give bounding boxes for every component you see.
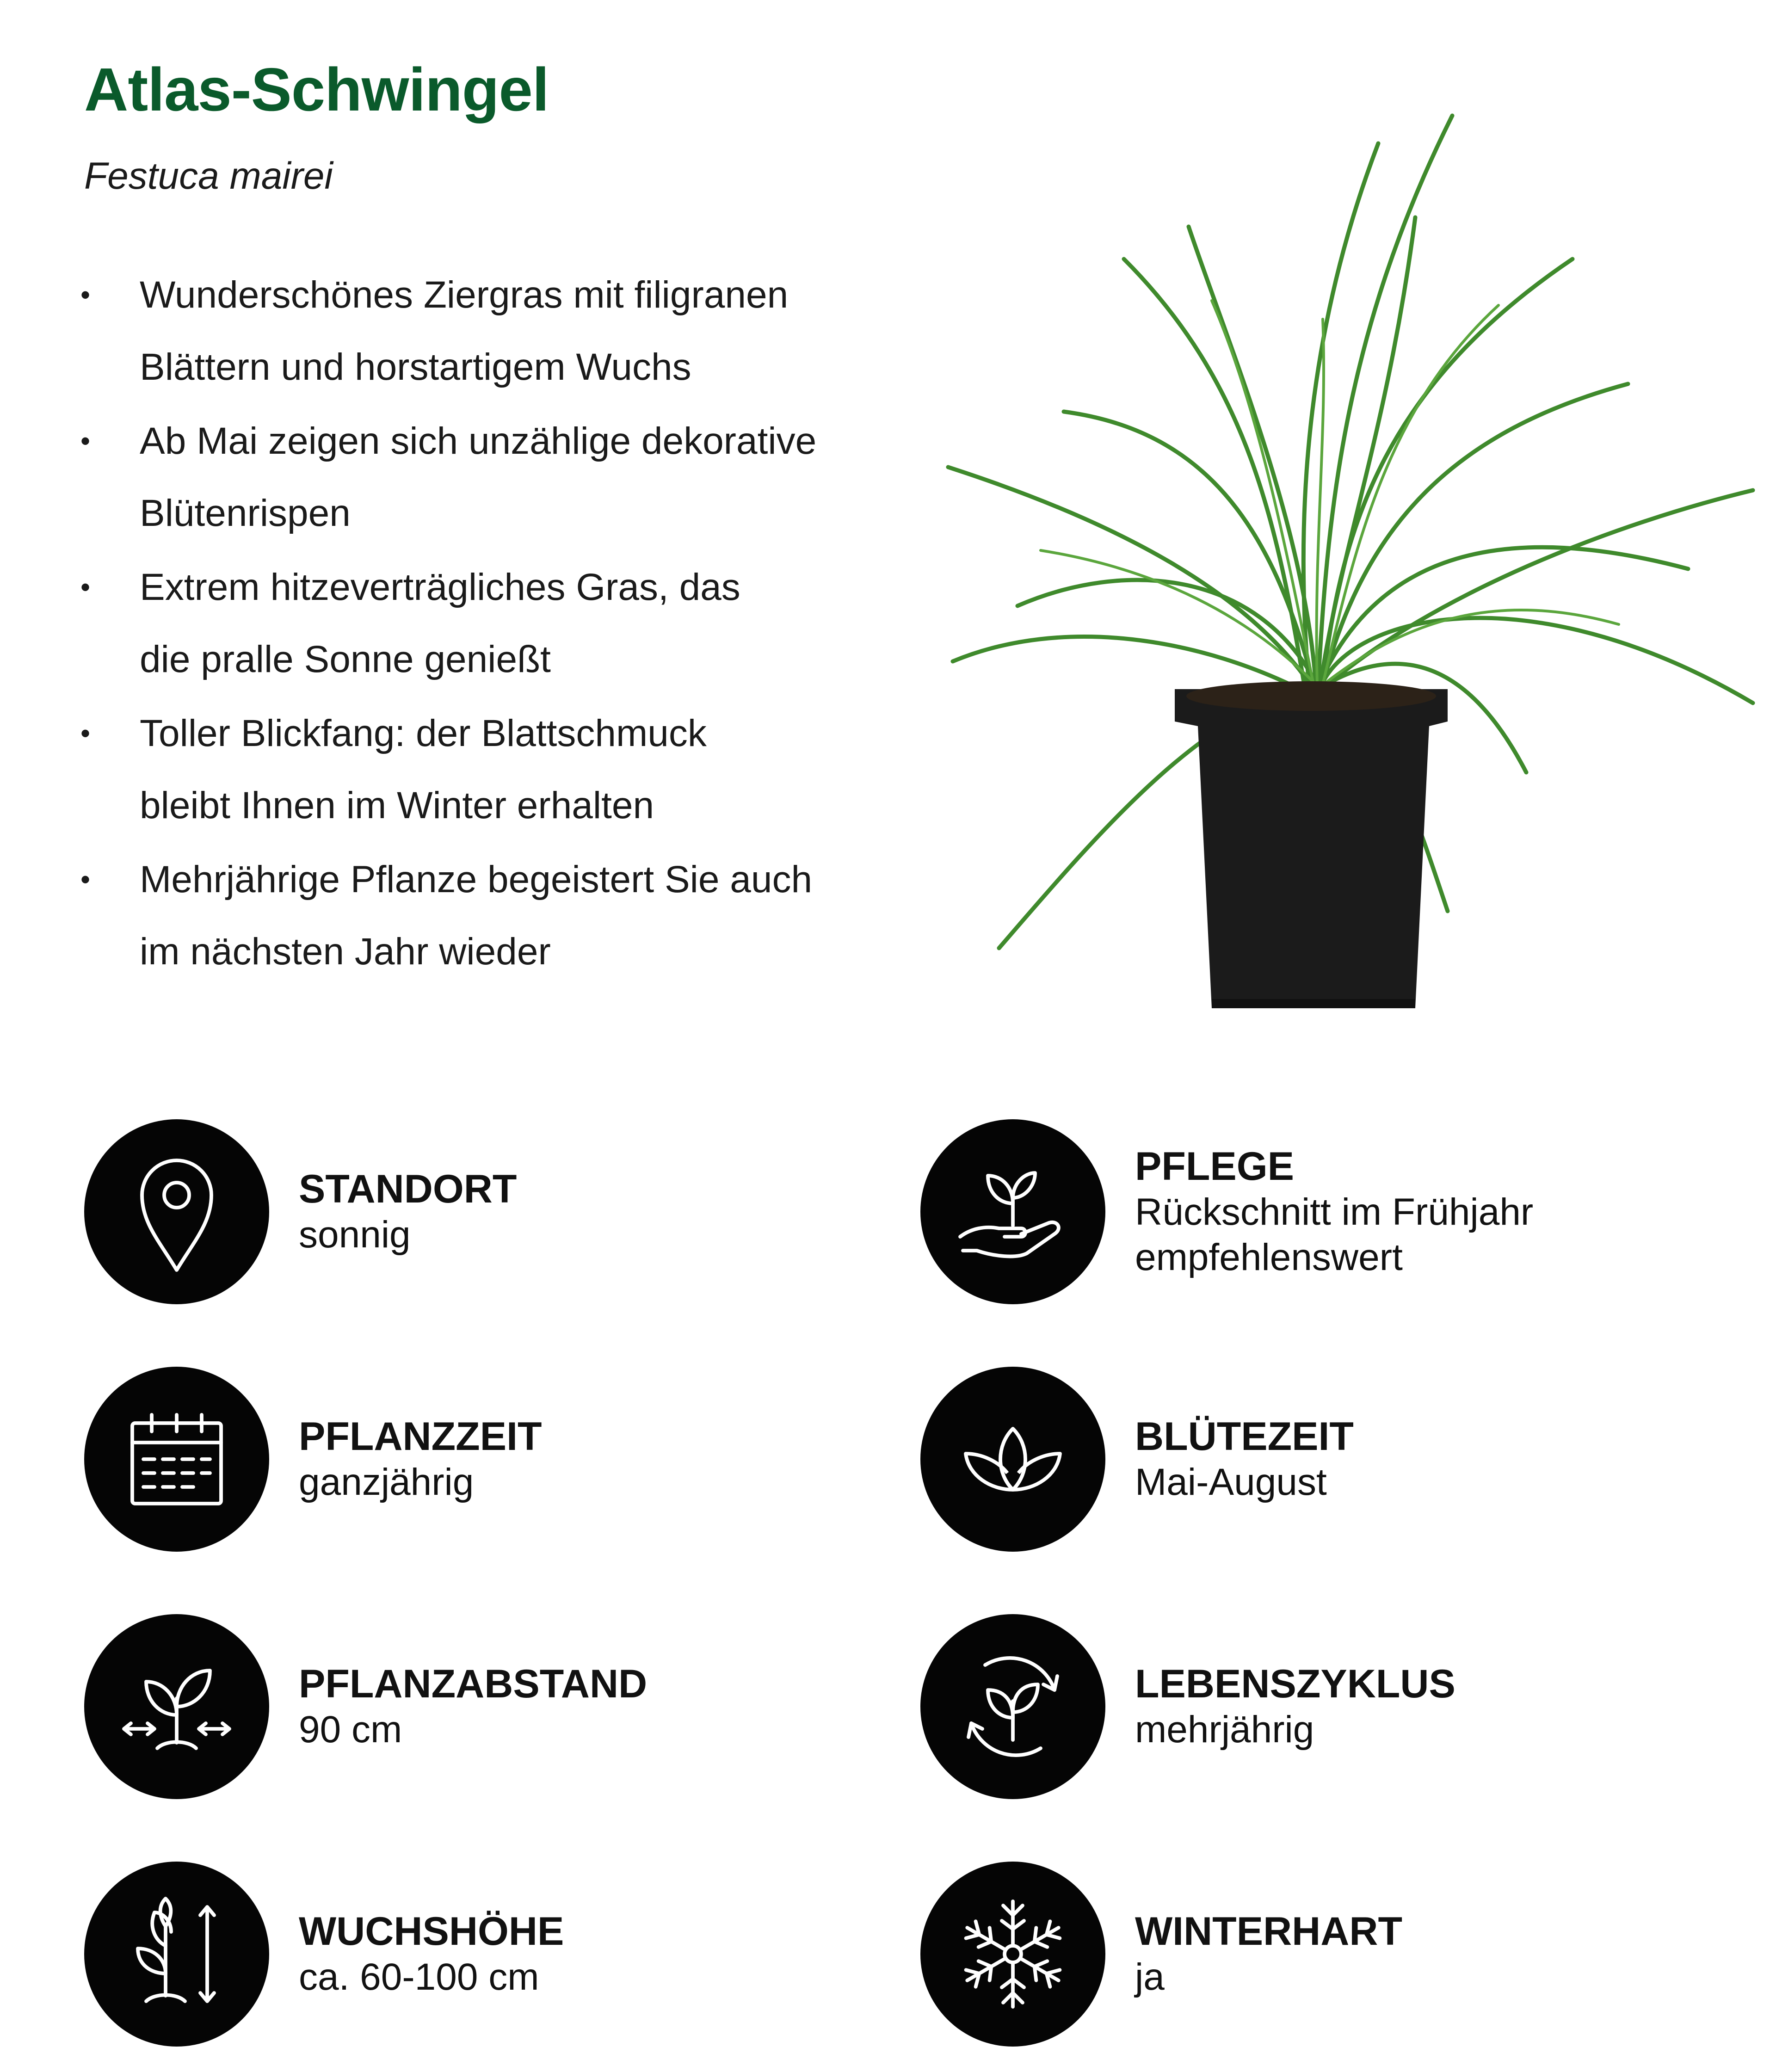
feature-label: WINTERHART (1135, 1909, 1403, 1954)
feature-label: BLÜTEZEIT (1135, 1414, 1354, 1459)
feature-value: ca. 60-100 cm (299, 1956, 539, 1998)
plant-spacing-icon (107, 1637, 246, 1776)
feature-icon-circle (84, 1614, 269, 1799)
feature-icon-circle (920, 1119, 1105, 1304)
feature-bluetezeit (920, 1367, 1354, 1552)
location-pin-icon (107, 1142, 246, 1281)
feature-pflege (920, 1119, 1533, 1304)
bullet-item (74, 697, 906, 842)
feature-icon-circle (920, 1614, 1105, 1799)
bullet-line: die pralle Sonne genießt (140, 638, 551, 680)
lotus-flower-icon (944, 1390, 1082, 1529)
plant-pot (1175, 681, 1448, 1008)
feature-label: PFLEGE (1135, 1144, 1295, 1189)
botanical-name: Festuca mairei (84, 155, 333, 197)
bullet-dot: • (80, 718, 91, 749)
calendar-icon (107, 1390, 246, 1529)
feature-winterhart (920, 1862, 1402, 2047)
feature-icon-circle (84, 1862, 269, 2047)
feature-value: sonnig (299, 1214, 411, 1256)
feature-bullet-list (74, 259, 906, 990)
feature-label: PFLANZZEIT (299, 1414, 542, 1459)
bullet-item (74, 551, 906, 696)
feature-value: empfehlenswert (1135, 1236, 1403, 1278)
bullet-dot: • (80, 426, 91, 456)
plant-cycle-icon (944, 1637, 1082, 1776)
plant-height-icon (107, 1885, 246, 2023)
bullet-line: im nächsten Jahr wieder (140, 931, 551, 973)
bullet-item (74, 259, 906, 403)
feature-value: ganzjährig (299, 1461, 474, 1503)
snowflake-icon (944, 1885, 1082, 2023)
feature-icon-circle (920, 1367, 1105, 1552)
bullet-line: Mehrjährige Pflanze begeistert Sie auch (140, 858, 813, 900)
bullet-line: Blütenrispen (140, 492, 351, 534)
bullet-dot: • (80, 572, 91, 603)
feature-value: ja (1135, 1956, 1165, 1998)
feature-pflanzzeit (84, 1367, 542, 1552)
feature-label: PFLANZABSTAND (299, 1662, 648, 1706)
feature-icon-circle (84, 1367, 269, 1552)
feature-icon-circle (84, 1119, 269, 1304)
bullet-line: bleibt Ihnen im Winter erhalten (140, 784, 654, 826)
feature-label: LEBENSZYKLUS (1135, 1662, 1455, 1706)
feature-value: mehrjährig (1135, 1708, 1314, 1751)
feature-value: 90 cm (299, 1708, 402, 1751)
bullet-item (74, 405, 906, 549)
feature-standort (84, 1119, 517, 1304)
bullet-line: Wunderschönes Ziergras mit filigranen (140, 274, 789, 316)
feature-pflanzabstand (84, 1614, 647, 1799)
bullet-dot: • (80, 864, 91, 895)
feature-value: Mai-August (1135, 1461, 1327, 1503)
feature-icon-circle (920, 1862, 1105, 2047)
feature-value: Rückschnitt im Frühjahr (1135, 1191, 1534, 1233)
bullet-line: Toller Blickfang: der Blattschmuck (140, 712, 707, 754)
bullet-line: Ab Mai zeigen sich unzählige dekorative (140, 420, 817, 462)
feature-wuchshoehe (84, 1862, 564, 2047)
hand-seedling-icon (944, 1142, 1082, 1281)
bullet-line: Extrem hitzeverträgliches Gras, das (140, 566, 740, 608)
plant-product-image (925, 106, 1758, 1027)
feature-lebenszyklus (920, 1614, 1455, 1799)
bullet-item (74, 844, 906, 988)
feature-label: WUCHSHÖHE (299, 1909, 564, 1954)
product-title: Atlas-Schwingel (84, 56, 549, 123)
bullet-line: Blättern und horstartigem Wuchs (140, 346, 691, 388)
feature-label: STANDORT (299, 1167, 517, 1211)
bullet-dot: • (80, 279, 91, 310)
